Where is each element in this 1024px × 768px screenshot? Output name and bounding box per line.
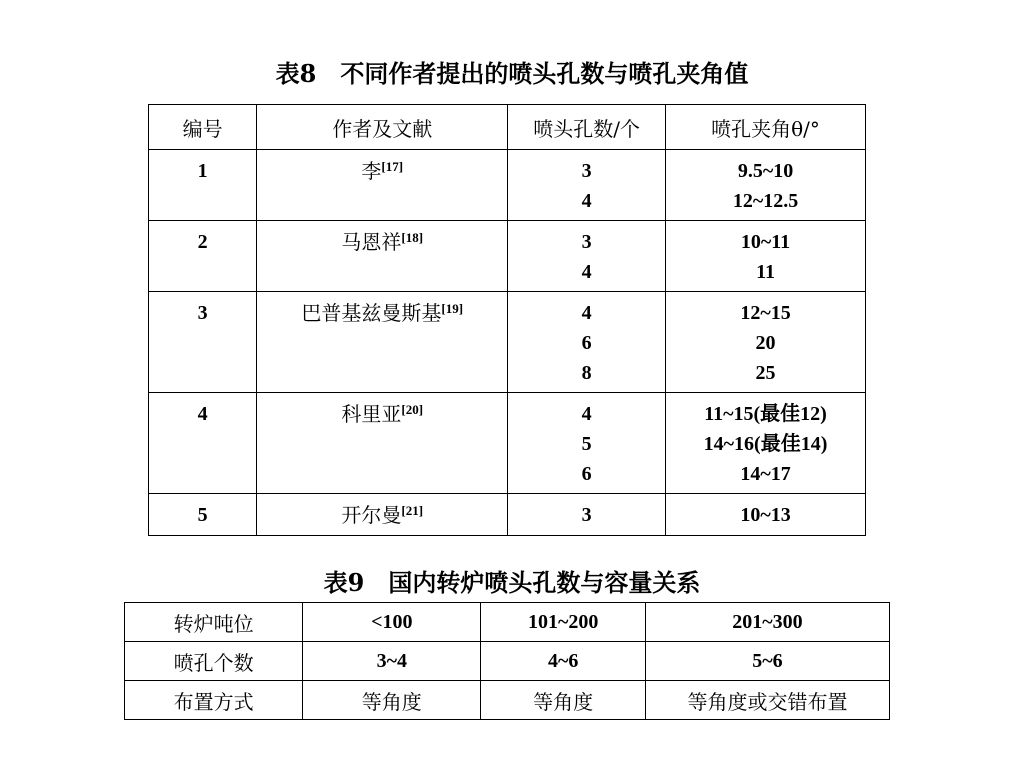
row-author-cell xyxy=(257,494,508,536)
author-name: 李 xyxy=(361,159,382,183)
row-angles-cell xyxy=(666,393,866,494)
holes-value: 4 xyxy=(581,261,592,283)
row-holes-cell xyxy=(508,494,666,536)
row-value: 4~6 xyxy=(481,642,646,681)
row-value: 等角度 xyxy=(303,681,481,720)
reference-mark: [19] xyxy=(441,301,464,316)
holes-value: 6 xyxy=(581,332,592,354)
row-angles-cell xyxy=(666,221,866,292)
holes-value: 3 xyxy=(581,231,592,253)
row-holes-cell xyxy=(508,221,666,292)
header-holes: 喷头孔数/个 xyxy=(508,105,666,150)
holes-value: 5 xyxy=(581,433,592,455)
holes-value: 4 xyxy=(581,302,592,324)
table-row xyxy=(125,642,890,681)
header-number: 编号 xyxy=(149,105,257,150)
row-value: 3~4 xyxy=(303,642,481,681)
reference-mark: [21] xyxy=(401,503,424,518)
reference-mark: [17] xyxy=(381,159,404,174)
table-row xyxy=(125,681,890,720)
table-row xyxy=(149,292,866,393)
angle-value: 12~15 xyxy=(740,302,791,324)
row-number: 5 xyxy=(149,494,257,536)
angle-value: 25 xyxy=(755,362,776,384)
holes-value: 3 xyxy=(581,504,592,526)
row-angles-cell xyxy=(666,150,866,221)
header-author: 作者及文献 xyxy=(257,105,508,150)
table9 xyxy=(124,602,890,720)
row-number: 4 xyxy=(149,393,257,494)
angle-value: 9.5~10 xyxy=(737,160,794,182)
row-number: 1 xyxy=(149,150,257,221)
table-row xyxy=(149,494,866,536)
angle-value: 10~11 xyxy=(740,231,791,253)
header-angle: 喷孔夹角θ/° xyxy=(666,105,866,150)
row-holes-cell xyxy=(508,292,666,393)
row-holes-cell xyxy=(508,150,666,221)
row-holes-cell xyxy=(508,393,666,494)
row-value: 5~6 xyxy=(645,642,889,681)
row-number: 3 xyxy=(149,292,257,393)
author-name: 科里亚 xyxy=(341,402,402,426)
holes-value: 3 xyxy=(581,160,592,182)
holes-value: 4 xyxy=(581,190,592,212)
row-value: 101~200 xyxy=(481,603,646,642)
table-row xyxy=(149,221,866,292)
row-author-cell xyxy=(257,221,508,292)
row-label: 喷孔个数 xyxy=(125,642,303,681)
angle-value: 14~17 xyxy=(740,463,791,485)
angle-value: 20 xyxy=(755,332,776,354)
angle-value: 11~15(最佳12) xyxy=(704,403,827,425)
row-label: 转炉吨位 xyxy=(125,603,303,642)
table9-title: 表9 国内转炉喷头孔数与容量关系 xyxy=(323,568,701,597)
row-value: 等角度 xyxy=(481,681,646,720)
table-row xyxy=(125,603,890,642)
holes-value: 4 xyxy=(581,403,592,425)
holes-value: 6 xyxy=(581,463,592,485)
table8-title: 表8 不同作者提出的喷头孔数与喷孔夹角值 xyxy=(275,59,749,88)
angle-value: 11 xyxy=(756,261,775,283)
row-number: 2 xyxy=(149,221,257,292)
row-author-cell xyxy=(257,292,508,393)
table8-header-row xyxy=(149,105,866,150)
row-author-cell xyxy=(257,393,508,494)
table8 xyxy=(148,104,866,536)
author-name: 开尔曼 xyxy=(341,503,402,527)
row-angles-cell xyxy=(666,494,866,536)
row-author-cell xyxy=(257,150,508,221)
row-value: 201~300 xyxy=(645,603,889,642)
table-row xyxy=(149,150,866,221)
reference-mark: [18] xyxy=(401,230,424,245)
holes-value: 8 xyxy=(581,362,592,384)
author-name: 马恩祥 xyxy=(341,230,402,254)
author-name: 巴普基兹曼斯基 xyxy=(301,301,442,325)
reference-mark: [20] xyxy=(401,402,424,417)
row-label: 布置方式 xyxy=(125,681,303,720)
row-angles-cell xyxy=(666,292,866,393)
angle-value: 10~13 xyxy=(740,504,791,526)
row-value: 等角度或交错布置 xyxy=(645,681,889,720)
row-value: <100 xyxy=(303,603,481,642)
table-row xyxy=(149,393,866,494)
angle-value: 12~12.5 xyxy=(732,190,799,212)
angle-value: 14~16(最佳14) xyxy=(703,433,828,455)
